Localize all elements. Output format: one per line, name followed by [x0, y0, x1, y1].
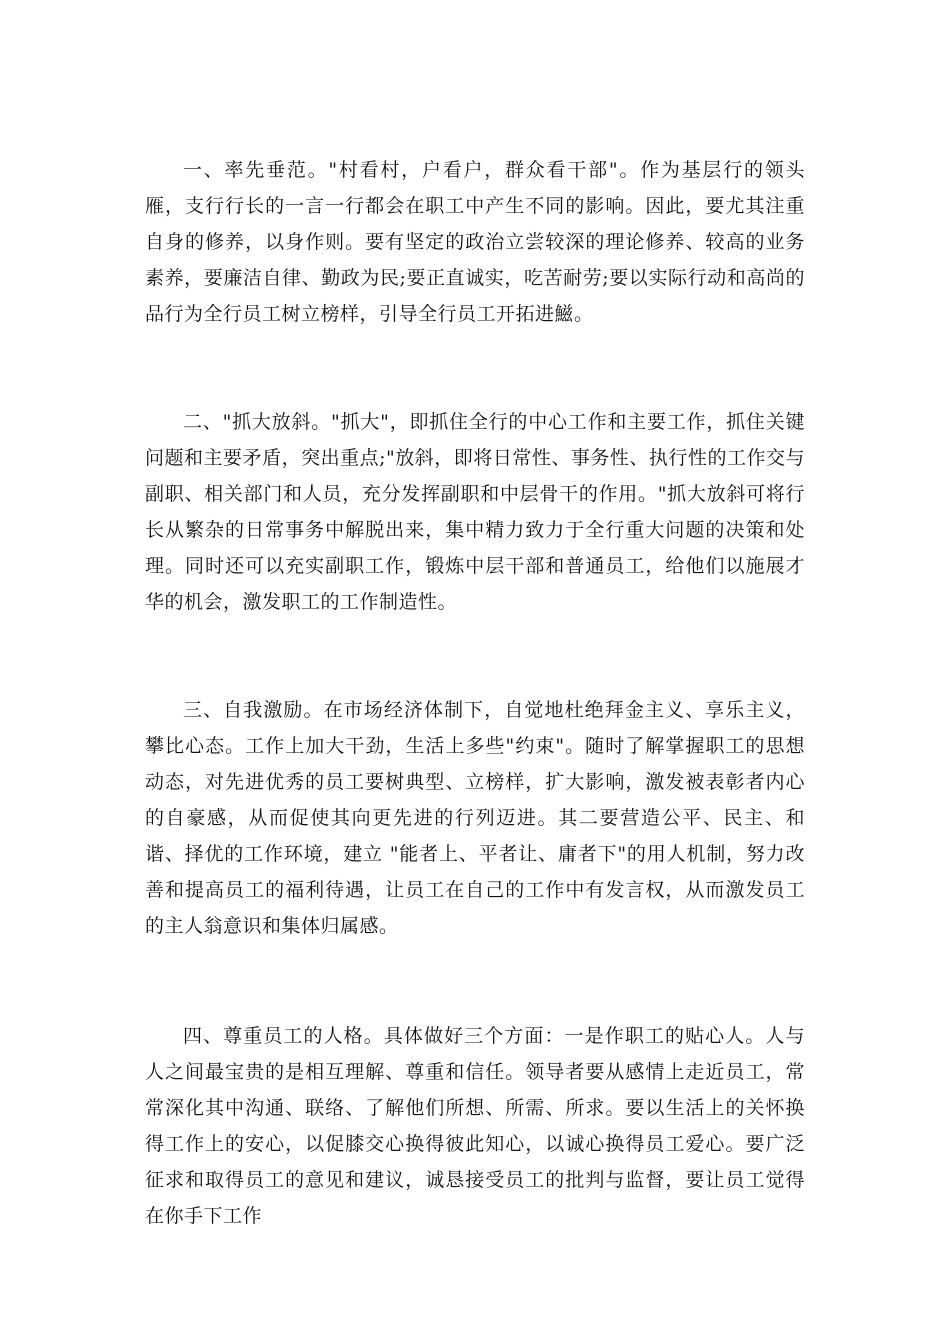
- paragraph-grasp-major-delegate-minor: 二、"抓大放斜。"抓大"，即抓住全行的中心工作和主要工作，抓住关键问题和主要矛盾，突出重点;"放斜，即将日常性、事务性、执行性的工作交与副职、相关部门和人员，充分发挥副职和中层骨干的作用。"抓大放斜可将行长从繁杂的日常事务中解脱出来，集中精力致力于全行重大问题的决策和处理。同时还可以充实副职工作，锻炼中层干部和普通员工，给他们以施展才华的机会，激发职工的工作制造性。: [145, 411, 805, 613]
- paragraph-lead-by-example: 一、率先垂范。"村看村，户看户，群众看干部"。作为基层行的领头雁，支行行长的一言一行都会在职工中产生不同的影响。因此，要尤其注重自身的修养，以身作则。要有坚定的政治立尝较深的理论修养、较高的业务素养，要廉洁自律、勤政为民;要正直诚实，吃苦耐劳;要以实际行动和高尚的品行为全行员工树立榜样，引导全行员工开拓进鰦。: [145, 159, 805, 325]
- paragraph-self-motivation: 三、自我激励。在市场经济体制下，自觉地杜绝拜金主义、享乐主义，攀比心态。工作上加大干劲，生活上多些"约束"。随时了解掌握职工的思想动态，对先进优秀的员工要树典型、立榜样，扩大影响，激发被表彰者内心的自豪感，从而促使其向更先进的行列迈进。其二要营造公平、民主、和谐、择优的工作环境，建立 "能者上、平者让、庸者下"的用人机制，努力改善和提高员工的福利待遇，让员工在自己的工作中有发言权，从而激发员工的主人翁意识和集体归属感。: [145, 699, 805, 937]
- paragraph-respect-employees: 四、尊重员工的人格。具体做好三个方面：一是作职工的贴心人。人与人之间最宝贵的是相互理解、尊重和信任。领导者要从感情上走近员工，常常深化其中沟通、联络、了解他们所想、所需、所求。要以生活上的关怀换得工作上的安心，以促膝交心换得彼此知心，以诚心换得员工爱心。要广泛征求和取得员工的意见和建议，诚恳接受员工的批判与监督，要让员工觉得在你手下工作: [145, 1025, 805, 1227]
